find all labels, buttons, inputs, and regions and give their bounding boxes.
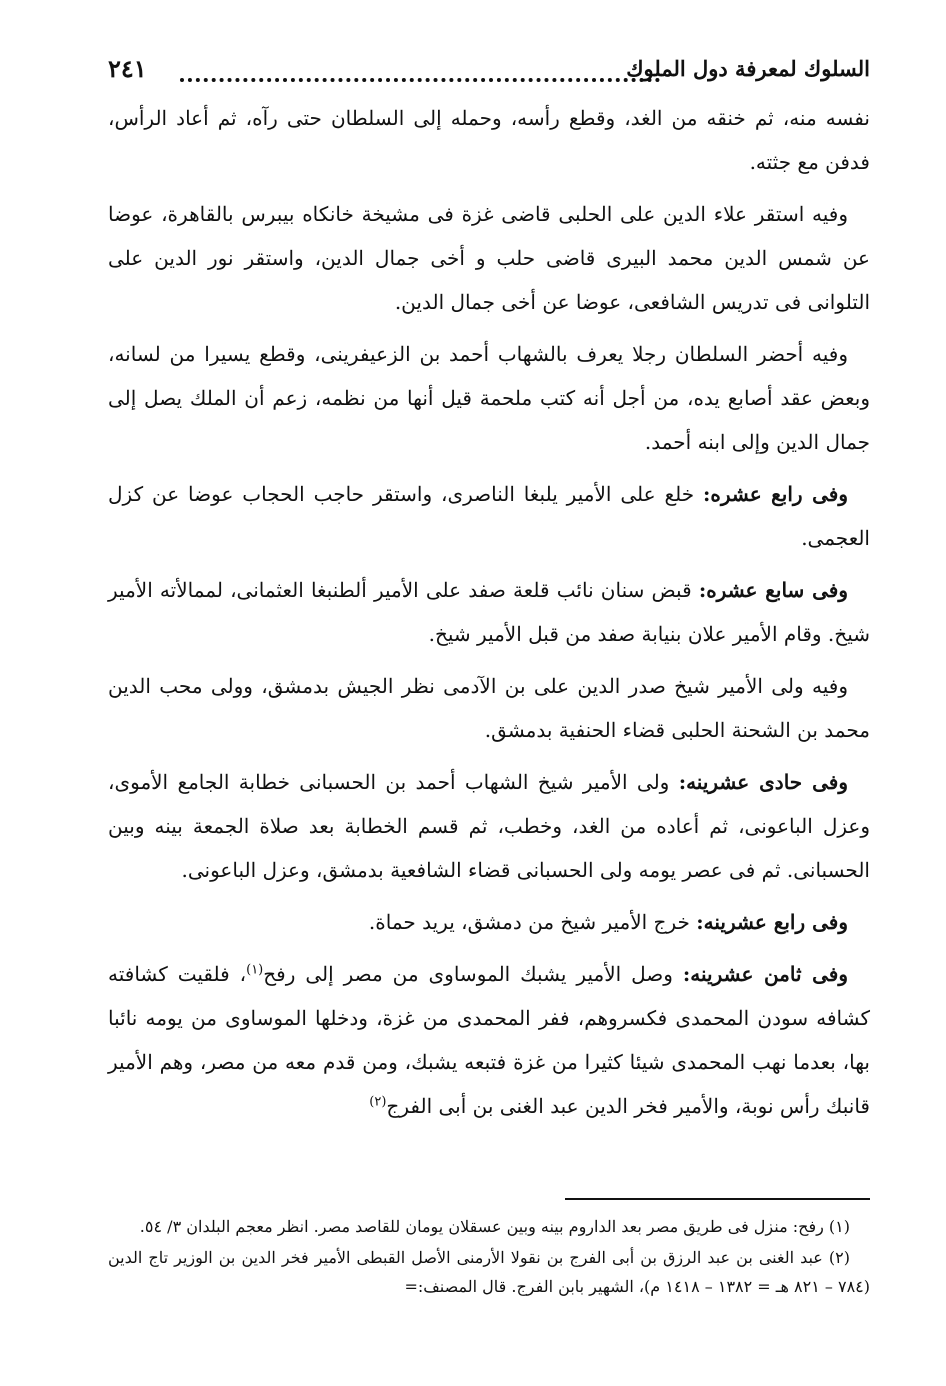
paragraph [108,664,870,752]
paragraph-text: ولى الأمير شيخ الشهاب أحمد بن الحسبانى خطابة الجامع الأموى، وعزل الباعونى، ثم أعاده من الغد، وخطب، ثم قسم الخطابة بعد صلاة الجمعة بينه وبين الحسبانى. ثم فى عصر يومه ولى الحسبانى قضاء الشافعية بدمشق، وعزل الباعونى. [108,770,870,882]
footnote-2: (٢) عبد الغنى بن عبد الرزق بن أبى الفرج بن نقولا الأرمنى الأصل القبطى الأمير فخر الدين بن الوزير تاج الدين (٧٨٤ – ٨٢١ هـ = ١٣٨٢ – ١٤١٨ م)، الشهير بابن الفرج. قال المصنف:= [108,1248,870,1296]
paragraph [108,472,870,560]
paragraph [108,900,870,944]
paragraph [108,760,870,892]
page-number: ٢٤١ [108,54,147,83]
paragraph-text: خلع على الأمير يلبغا الناصرى، واستقر حاجب الحجاب عوضا عن كزل العجمى. [108,482,870,550]
footnotes [108,1212,870,1362]
paragraph [108,952,870,1128]
paragraph-text: وفيه استقر علاء الدين على الحلبى قاضى غزة فى مشيخة خانكاه بيبرس بالقاهرة، عوضا عن شمس الدين محمد البيرى قاضى حلب و أخى جمال الدين، واستقر نور الدين على التلوانى فى تدريس الشافعى، عوضا عن أخى جمال الدين. [108,202,870,314]
footnote-divider [565,1198,870,1200]
page-header [108,52,870,92]
paragraph [108,96,870,184]
main-text [108,96,870,1118]
footnote-ref-2[interactable]: (٢) [369,1094,387,1110]
date-lead: وفى رابع عشره: [702,482,848,506]
paragraph [108,568,870,656]
date-lead: وفى سابع عشره: [698,578,848,602]
paragraph-text: خرج الأمير شيخ من دمشق، يريد حماة. [368,910,697,934]
paragraph-text: نفسه منه، ثم خنقه من الغد، وقطع رأسه، وحمله إلى السلطان حتى رآه، ثم أعاد الرأس، فدفن مع جثته. [108,106,870,174]
date-lead: وفى رابع عشرينه: [696,910,848,934]
date-lead: وفى حادى عشرينه: [678,770,848,794]
date-lead: وفى ثامن عشرينه: [682,962,848,986]
running-title: السلوك لمعرفة دول الملوك [626,56,870,81]
footnote-1: (١) رفح: منزل فى طريق مصر بعد الداروم بينه وبين عسقلان يومان للقاصد مصر. انظر معجم البلدان ٣/ ٥٤. [139,1217,850,1236]
paragraph-text: وفيه أحضر السلطان رجلا يعرف بالشهاب أحمد بن الزعيفرينى، وقطع يسيرا من لسانه، وبعض عقد أصابع يده، من أجل أنه كتب ملحمة قيل أنها من نظمه، زعم أن الملك يصل إلى جمال الدين وإلى ابنه أحمد. [108,342,870,454]
paragraph-text: وفيه ولى الأمير شيخ صدر الدين على بن الآدمى نظر الجيش بدمشق، وولى محب الدين محمد بن الشحنة الحلبى قضاء الحنفية بدمشق. [108,674,870,742]
paragraph-text: قبض سنان نائب قلعة صفد على الأمير ألطنبغا العثمانى، لممالأته الأمير شيخ. وقام الأمير علان بنيابة صفد من قبل الأمير شيخ. [108,578,870,646]
paragraph [108,332,870,464]
paragraph [108,192,870,324]
paragraph-text: ، فلقيت كشافته كشافه سودن المحمدى فكسروهم، ففر المحمدى من غزة، ودخلها الموساوى من يومه نائبا بها، بعدما نهب المحمدى شيئا كثيرا من غزة فتبعه يشبك، ومن قدم معه من مصر، وهم الأمير قانبك رأس نوبة، والأمير فخر الدين عبد الغنى بن أبى الفرج [108,962,870,1118]
header-dot-leader [180,56,660,82]
footnote-ref-1[interactable]: (١) [246,962,264,978]
paragraph-text: وصل الأمير يشبك الموساوى من مصر إلى رفح [263,962,683,986]
